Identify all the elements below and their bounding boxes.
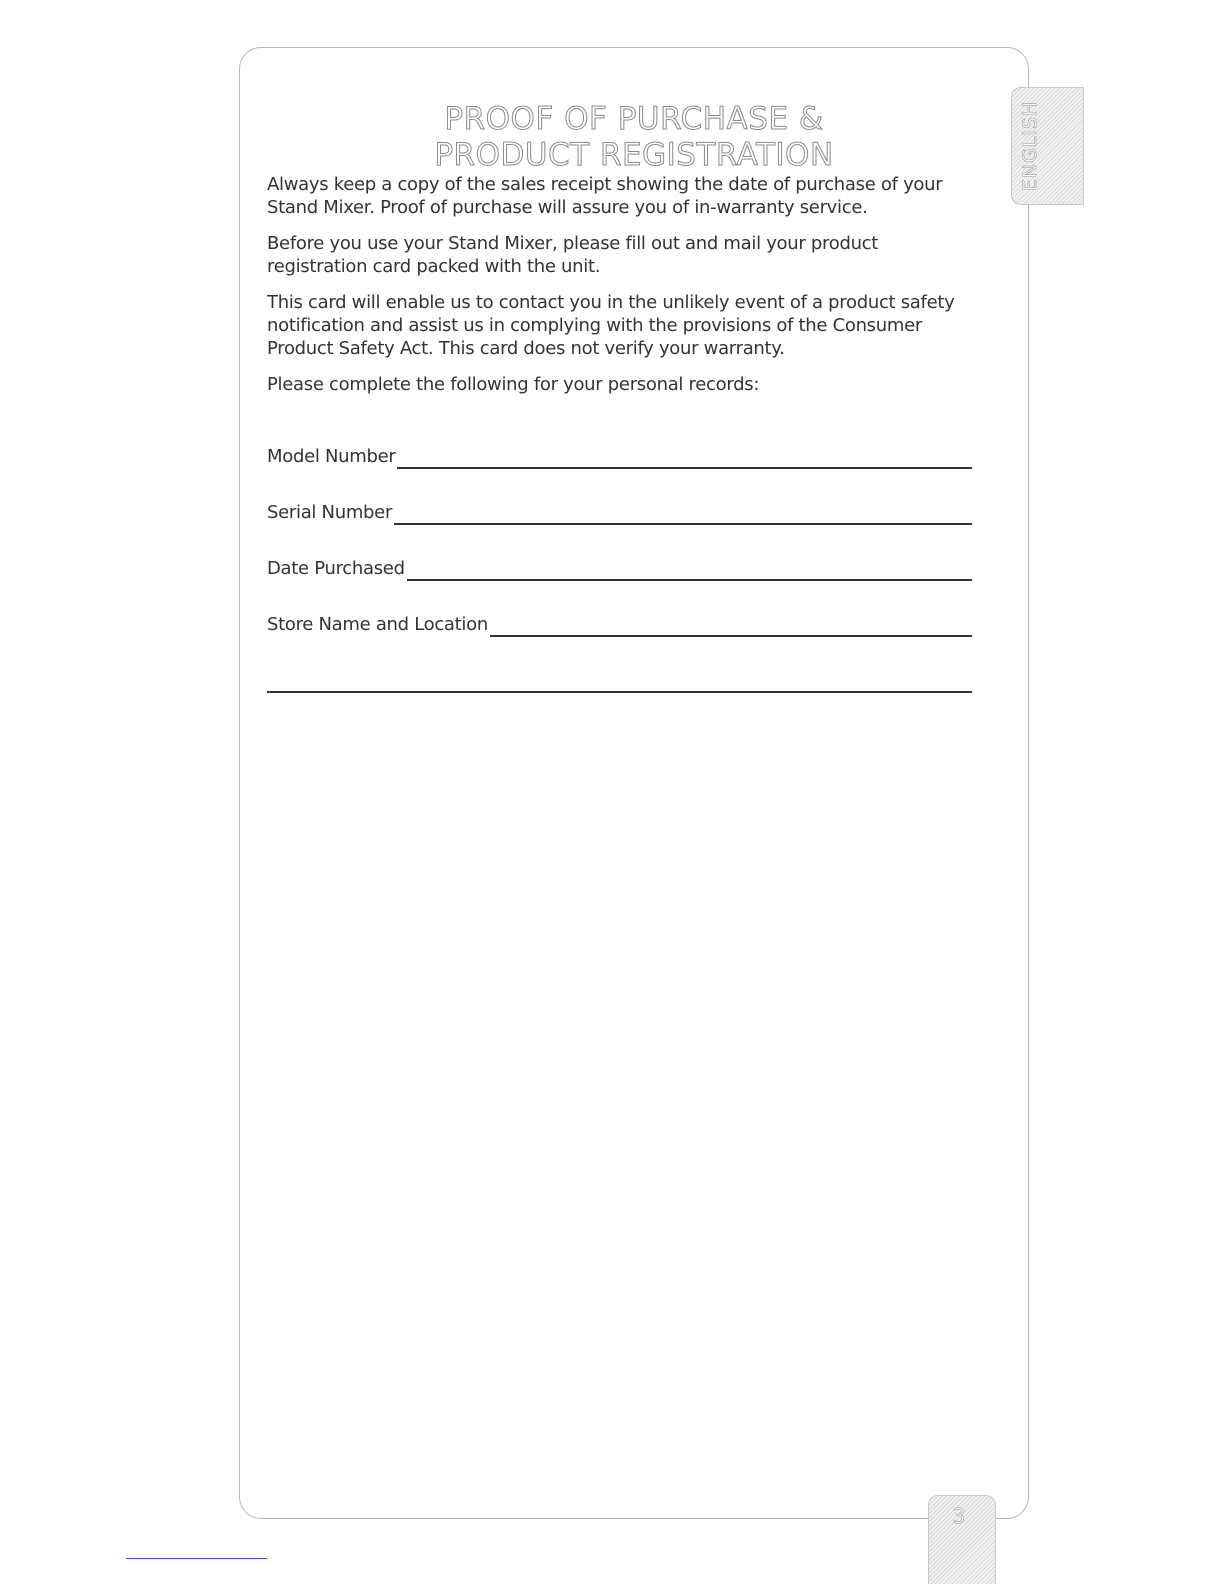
date-purchased-line[interactable]: [407, 553, 972, 581]
model-number-line[interactable]: [397, 441, 972, 469]
paragraph-registration-card: Before you use your Stand Mixer, please fill out and mail your product registration card packed with the unit.: [267, 233, 879, 277]
footer-link-underline: [126, 1558, 267, 1559]
store-location-extra-field[interactable]: [267, 640, 972, 696]
store-name-location-label: Store Name and Location: [267, 614, 488, 635]
records-form: [267, 443, 972, 696]
paragraph-safety-notification: This card will enable us to contact you in the unlikely event of a product safety notification and assist us in complying with the provisions of the Consumer Product Safety Act. This card does not verify your warranty.: [267, 292, 955, 359]
model-number-field[interactable]: [267, 443, 972, 472]
model-number-label: Model Number: [267, 446, 396, 467]
store-name-location-field[interactable]: [267, 584, 972, 640]
page-number: 3: [952, 1504, 966, 1528]
page-title: [239, 101, 1029, 173]
date-purchased-field[interactable]: [267, 528, 972, 584]
title-line-1: PROOF OF PURCHASE &: [444, 100, 824, 137]
page-number-badge: [928, 1495, 996, 1584]
language-tab: [1011, 87, 1084, 205]
language-tab-label: ENGLISH: [1018, 100, 1041, 192]
serial-number-line[interactable]: [394, 497, 972, 525]
paragraph-receipt: Always keep a copy of the sales receipt showing the date of purchase of your Stand Mixer. Proof of purchase will assure you of in-warranty service.: [267, 174, 943, 218]
serial-number-label: Serial Number: [267, 502, 393, 523]
paragraph-records-instruction: Please complete the following for your personal records:: [267, 374, 760, 395]
date-purchased-label: Date Purchased: [267, 558, 405, 579]
store-name-location-line[interactable]: [490, 609, 972, 637]
body-text: [267, 173, 972, 409]
store-location-extra-line[interactable]: [267, 665, 972, 693]
title-line-2: PRODUCT REGISTRATION: [434, 136, 834, 173]
serial-number-field[interactable]: [267, 472, 972, 528]
